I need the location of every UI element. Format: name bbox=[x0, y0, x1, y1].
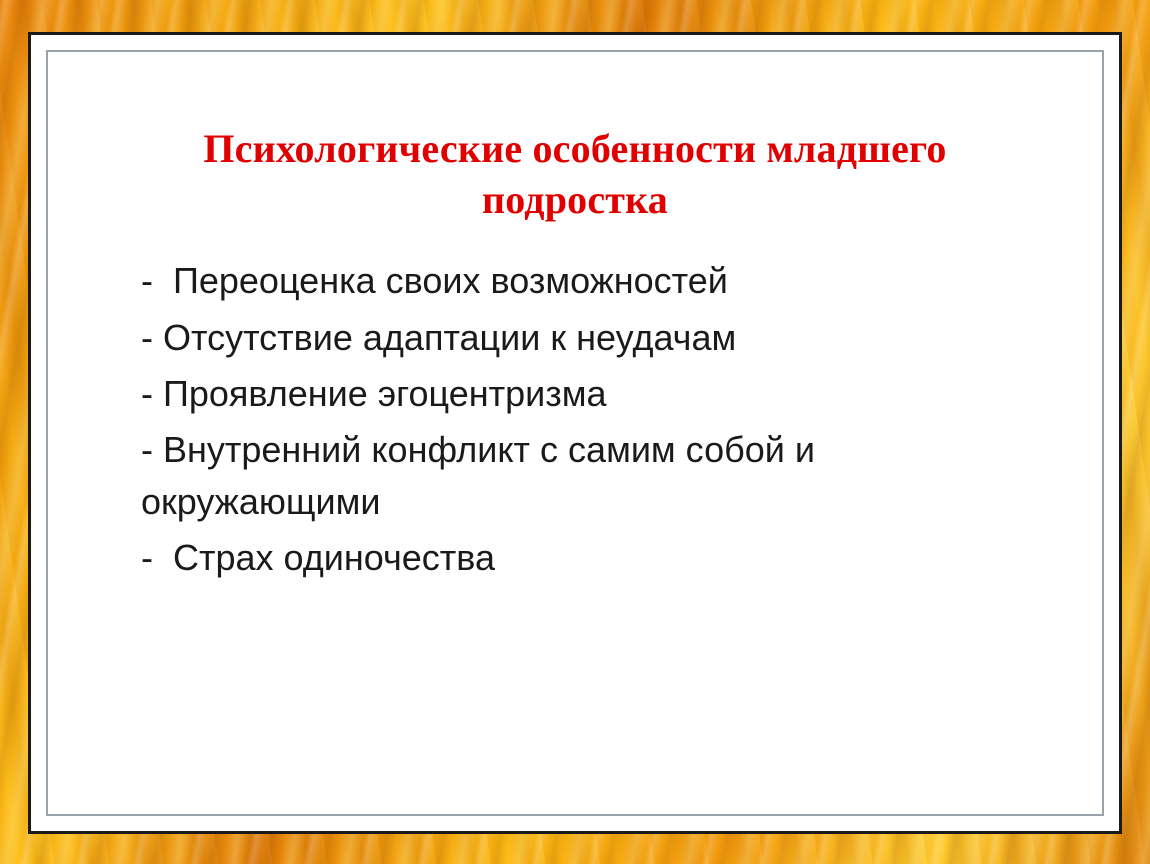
slide-frame-outer bbox=[28, 32, 1122, 834]
list-item: - Страх одиночества bbox=[141, 537, 495, 579]
bullet-list bbox=[141, 255, 1059, 584]
list-item: - Проявление эгоцентризма bbox=[141, 372, 607, 414]
slide-content bbox=[91, 85, 1059, 791]
list-item: - Внутренний конфликт с самим собой и окружающими bbox=[141, 428, 825, 523]
list-item: - Переоценка своих возможностей bbox=[141, 260, 728, 302]
list-item: - Отсутствие адаптации к неудачам bbox=[141, 316, 737, 358]
page-title: Психологические особенности младшего подростка bbox=[203, 126, 947, 223]
